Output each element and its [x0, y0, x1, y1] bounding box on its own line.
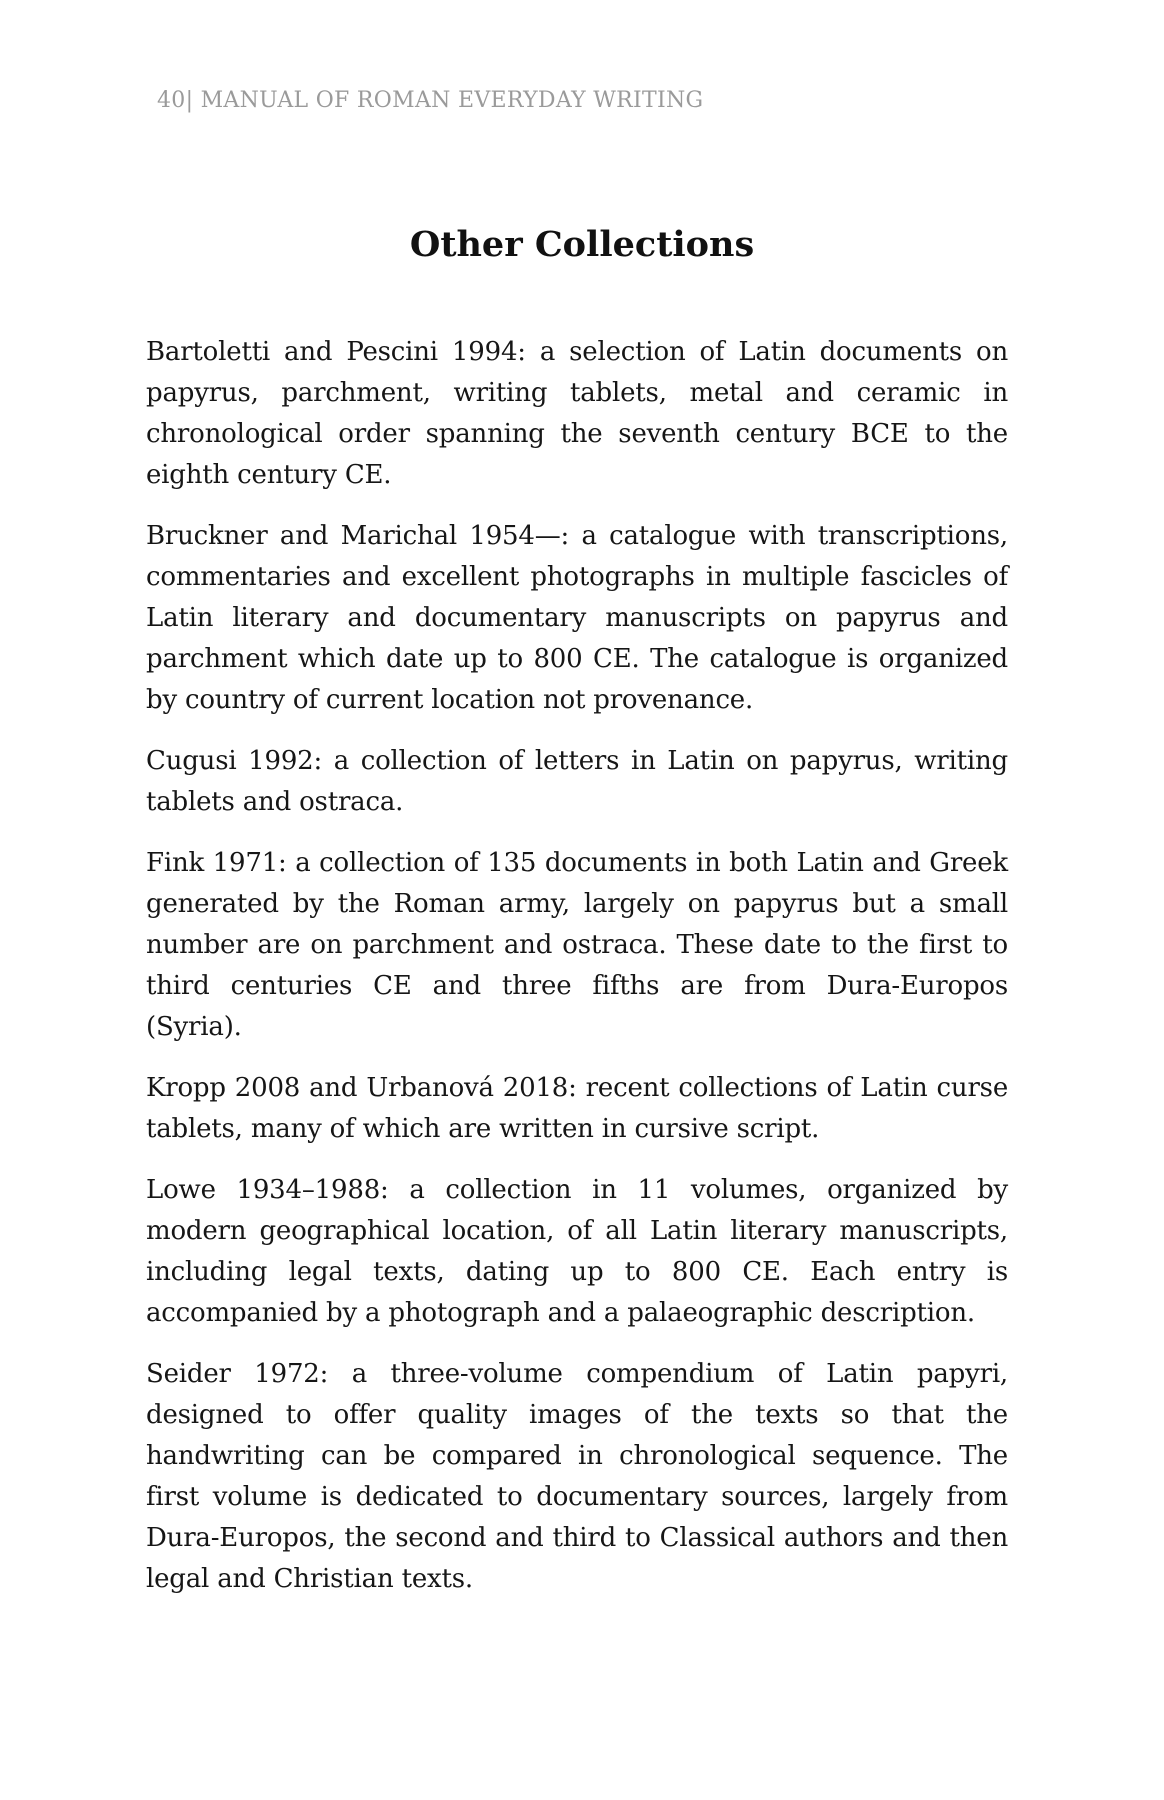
collection-entry-cugusi: Cugusi 1992: a collection of letters in Latin on papyrus, writing tablets and ostraca. [146, 746, 1008, 817]
collection-entry-kropp-urbanova: Kropp 2008 and Urbanová 2018: recent collections of Latin curse tablets, many of which are written in cursive script. [146, 1073, 1008, 1144]
collection-entry-lowe: Lowe 1934–1988: a collection in 11 volumes, organized by modern geographical location, of all Latin literary manuscripts, including legal texts, dating up to 800 CE. Each entry is accompanied by a photograph and a palaeographic description. [146, 1175, 1008, 1328]
collection-entry-bruckner-marichal: Bruckner and Marichal 1954—: a catalogue with transcriptions, commentaries and excellent photographs in multiple fascicles of Latin literary and documentary manuscripts on papyrus and parchment which date up to 800 CE. The catalogue is organized by country of current location not provenance. [146, 521, 1008, 715]
collections-list [146, 332, 1008, 1620]
collection-entry-fink: Fink 1971: a collection of 135 documents in both Latin and Greek generated by the Roman army, largely on papyrus but a small number are on parchment and ostraca. These date to the first to third centuries CE and three fifths are from Dura-Europos (Syria). [146, 848, 1008, 1042]
collection-entry-bartoletti-pescini: Bartoletti and Pescini 1994: a selection of Latin documents on papyrus, parchment, writing tablets, metal and ceramic in chronological order spanning the seventh century BCE to the eighth century CE. [146, 337, 1008, 490]
running-header: 40| MANUAL OF ROMAN EVERYDAY WRITING [157, 88, 704, 113]
collection-entry-seider: Seider 1972: a three-volume compendium of Latin papyri, designed to offer quality images of the texts so that the handwriting can be compared in chronological sequence. The first volume is dedicated to documentary sources, largely from Dura-Europos, the second and third to Classical authors and then legal and Christian texts. [146, 1359, 1008, 1594]
section-title: Other Collections [409, 224, 755, 265]
